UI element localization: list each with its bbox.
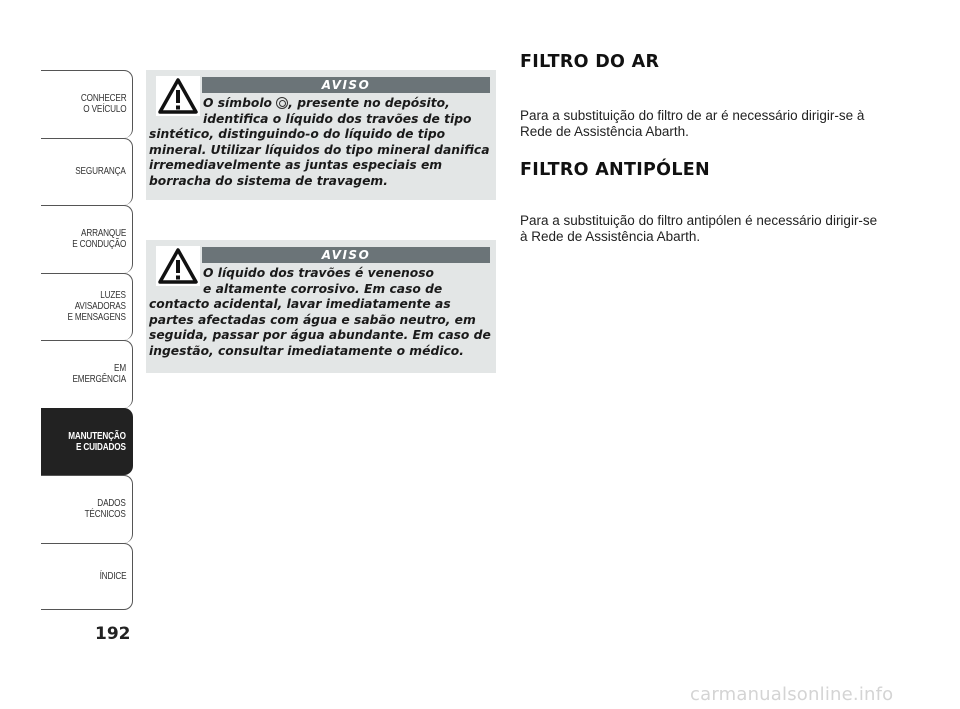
section-body-filtro-antipolen: Para a substituição do filtro antipólen é necessário dirigir-se à Rede de Assistência Abarth. bbox=[520, 213, 878, 244]
tab-label: EM EMERGÊNCIA bbox=[72, 362, 126, 386]
tab-label: MANUTENÇÃO E CUIDADOS bbox=[68, 429, 126, 453]
warning-text bbox=[149, 96, 492, 190]
brake-fluid-symbol-icon bbox=[276, 97, 288, 109]
tab-manutencao-e-cuidados[interactable] bbox=[41, 408, 133, 476]
warning-title: AVISO bbox=[202, 247, 490, 263]
tab-luzes-avisadoras[interactable] bbox=[41, 273, 133, 341]
tab-em-emergencia[interactable] bbox=[41, 340, 133, 408]
tab-label: ÍNDICE bbox=[99, 569, 126, 582]
tab-label: LUZES AVISADORAS E MENSAGENS bbox=[67, 289, 126, 324]
warning-text-line: e altamente corrosivo. Em caso de bbox=[203, 281, 443, 296]
tab-label: SEGURANÇA bbox=[75, 165, 126, 178]
page-number: 192 bbox=[95, 624, 131, 644]
warning-text bbox=[149, 266, 492, 360]
warning-text-line: O líquido dos travões é venenoso bbox=[203, 266, 435, 280]
section-body-filtro-do-ar: Para a substituição do filtro de ar é necessário dirigir-se à Rede de Assistência Abarth. bbox=[520, 108, 865, 139]
tab-label: ARRANQUE E CONDUÇÃO bbox=[72, 227, 126, 251]
tab-conhecer-o-veiculo[interactable] bbox=[41, 70, 133, 138]
warning-text-rest: sintético, distinguindo-o do líquido de tipo mineral. Utilizar líquidos do tipo mineral danifica irremediavelmente as juntas especiais em borracha do sistema de travagem. bbox=[149, 127, 490, 188]
warning-text-line: , presente no depósito, bbox=[288, 96, 450, 110]
chapter-nav bbox=[41, 70, 133, 610]
watermark: carmanualsonline.info bbox=[690, 684, 894, 705]
warning-text-line: O símbolo bbox=[203, 96, 277, 110]
section-title-filtro-antipolen: FILTRO ANTIPÓLEN bbox=[520, 160, 710, 180]
warning-title: AVISO bbox=[202, 77, 490, 93]
tab-dados-tecnicos[interactable] bbox=[41, 475, 133, 543]
tab-indice[interactable] bbox=[41, 543, 133, 611]
section-title-filtro-do-ar: FILTRO DO AR bbox=[520, 52, 660, 72]
tab-label: CONHECER O VEÍCULO bbox=[80, 92, 126, 116]
warning-box-brake-fluid-symbol bbox=[146, 70, 496, 200]
warning-text-rest: contacto acidental, lavar imediatamente as partes afectadas com água e sabão neutro, em seguida, passar por água abundante. Em caso de ingestão, consultar imediatamente o médico. bbox=[149, 297, 491, 358]
tab-seguranca[interactable] bbox=[41, 138, 133, 206]
tab-arranque-e-conducao[interactable] bbox=[41, 205, 133, 273]
warning-box-brake-fluid-poison bbox=[146, 240, 496, 373]
tab-label: DADOS TÉCNICOS bbox=[84, 497, 126, 521]
warning-text-line: identifica o líquido dos travões de tipo bbox=[203, 111, 472, 126]
